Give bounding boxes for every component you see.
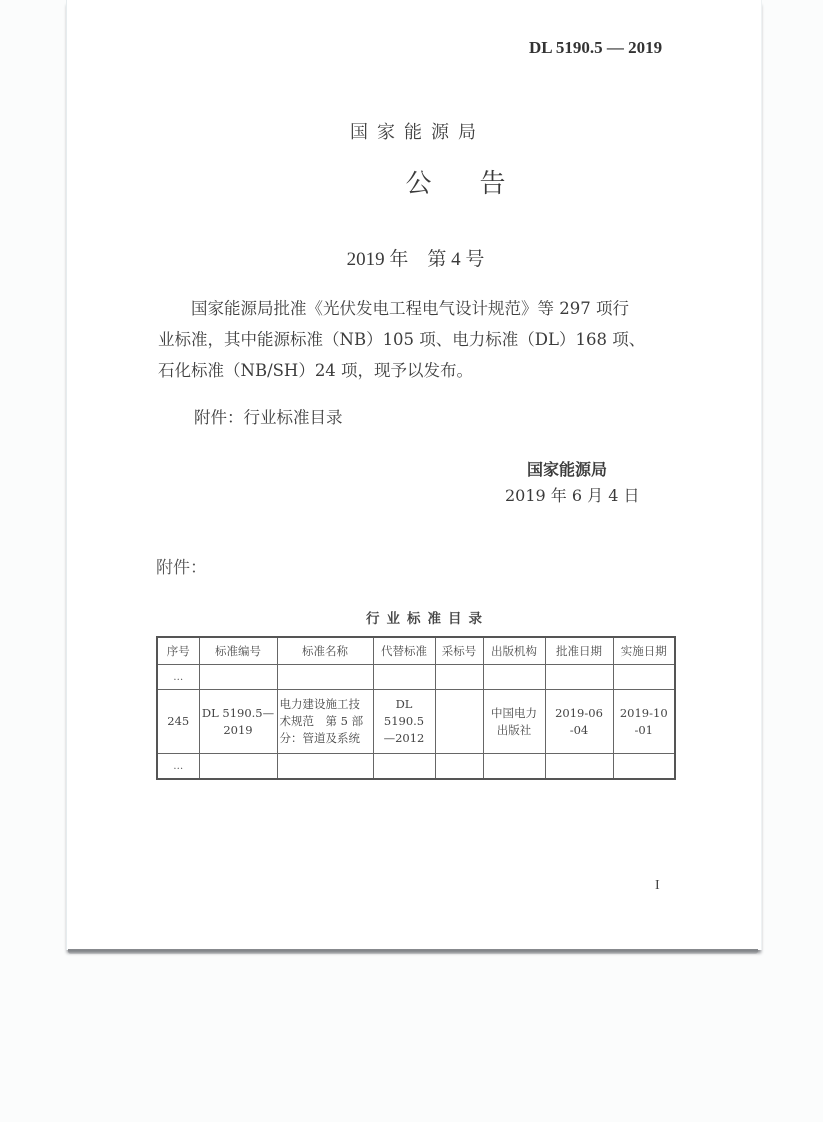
signature-organization: 国家能源局 [527, 460, 608, 479]
page-number: I [655, 878, 660, 893]
column-header-approval-date: 批准日期 [545, 637, 613, 665]
cell-adopted [435, 690, 483, 754]
cell-code [199, 754, 277, 780]
standard-code-header: DL 5190.5 — 2019 [529, 38, 663, 57]
attachment-label: 附件： [156, 558, 207, 578]
cell-adopted [435, 754, 483, 780]
cell-approval-date [545, 665, 613, 690]
cell-name [277, 690, 373, 754]
cell-replaces-line: DL 5190.5 [383, 697, 425, 728]
column-header-seq: 序号 [157, 637, 199, 665]
table-header-row [157, 637, 675, 665]
cell-effective-date-line: 2019-10 [619, 705, 668, 720]
cell-code-line: 2019 [223, 722, 253, 737]
cell-seq: … [157, 754, 199, 780]
table-row [157, 665, 675, 690]
column-header-replaces: 代替标准 [373, 637, 435, 665]
notice-number: 2019 年 第 4 号 [346, 249, 485, 270]
column-header-adopted: 采标号 [435, 637, 483, 665]
cell-approval-date [545, 754, 613, 780]
cell-approval-date-line: -04 [569, 722, 589, 737]
cell-seq: 245 [157, 690, 199, 754]
cell-name [277, 665, 373, 690]
cell-name-line: 分：管道及系统 [279, 731, 360, 745]
table-row [157, 690, 675, 754]
cell-publisher [483, 665, 545, 690]
cell-replaces [373, 665, 435, 690]
page-edge-shadow [68, 949, 758, 954]
cell-code-line: DL 5190.5— [201, 705, 275, 720]
notice-title-char-2: 告 [479, 169, 506, 199]
cell-replaces-line: —2012 [383, 731, 425, 745]
cell-effective-date-line: -01 [634, 722, 654, 737]
signature-date: 2019 年 6 月 4 日 [505, 486, 640, 505]
attachment-reference: 附件：行业标准目录 [194, 408, 343, 427]
cell-code [199, 665, 277, 690]
notice-body-line: 业标准，其中能源标准（NB）105 项、电力标准（DL）168 项、 [158, 330, 646, 349]
cell-effective-date [613, 690, 675, 754]
cell-publisher [483, 690, 545, 754]
column-header-code: 标准编号 [199, 637, 277, 665]
notice-body [158, 293, 688, 386]
notice-issuer: 国家能源局 [350, 122, 485, 143]
cell-effective-date [613, 754, 675, 780]
cell-approval-date-line: 2019-06 [555, 705, 603, 720]
column-header-name: 标准名称 [277, 637, 373, 665]
notice-title-char-1: 公 [405, 169, 480, 199]
notice-title [0, 163, 823, 200]
cell-effective-date [613, 665, 675, 690]
cell-publisher-line: 中国电力 [491, 705, 537, 720]
cell-replaces [373, 754, 435, 780]
cell-publisher [483, 754, 545, 780]
catalog-table-title: 行业标准目录 [366, 611, 489, 627]
cell-adopted [435, 665, 483, 690]
cell-code [199, 690, 277, 754]
cell-name-line: 电力建设施工技 [279, 697, 360, 711]
cell-publisher-line: 出版社 [496, 722, 532, 737]
standards-catalog-table [156, 636, 676, 780]
cell-name-line: 术规范 第 5 部 [279, 714, 364, 728]
table-row [157, 754, 675, 780]
notice-body-line: 国家能源局批准《光伏发电工程电气设计规范》等 297 项行 [191, 299, 629, 318]
column-header-effective-date: 实施日期 [613, 637, 675, 665]
cell-seq: … [157, 665, 199, 690]
notice-body-line: 石化标准（NB/SH）24 项，现予以发布。 [158, 361, 474, 380]
cell-name [277, 754, 373, 780]
cell-replaces [373, 690, 435, 754]
column-header-publisher: 出版机构 [483, 637, 545, 665]
cell-approval-date [545, 690, 613, 754]
